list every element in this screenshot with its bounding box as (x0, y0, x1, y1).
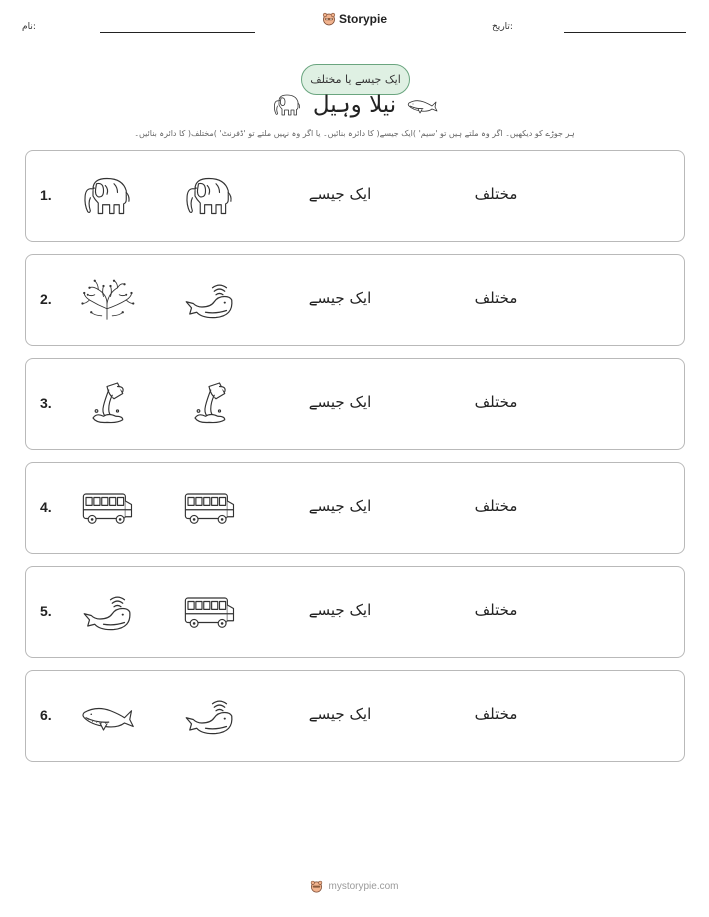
exercise-row (25, 254, 685, 346)
same-option[interactable]: ایک جیسے (308, 393, 372, 411)
row-number: 2. (40, 291, 52, 307)
same-option[interactable]: ایک جیسے (308, 601, 372, 619)
same-option[interactable]: ایک جیسے (308, 185, 372, 203)
title-row (0, 92, 709, 118)
exercise-row (25, 462, 685, 554)
same-option[interactable]: ایک جیسے (308, 289, 372, 307)
name-line[interactable] (100, 32, 255, 33)
exercise-row (25, 358, 685, 450)
exercise-row (25, 670, 685, 762)
elephant-icon (181, 171, 237, 221)
whale-spout-icon (181, 275, 237, 325)
brand-logo (322, 12, 387, 26)
row-number: 1. (40, 187, 52, 203)
different-option[interactable]: مختلف (474, 705, 518, 723)
topic-badge: ایک جیسے یا مختلف (301, 64, 410, 95)
coral-icon (79, 275, 135, 325)
footer-website: mystorypie.com (328, 881, 399, 892)
different-option[interactable]: مختلف (474, 185, 518, 203)
row-number: 3. (40, 395, 52, 411)
bus-icon (181, 587, 237, 637)
different-option[interactable]: مختلف (474, 497, 518, 515)
exercise-row (25, 566, 685, 658)
date-line[interactable] (564, 32, 686, 33)
footer (0, 880, 709, 893)
different-option[interactable]: مختلف (474, 289, 518, 307)
whale-spout-icon (79, 587, 135, 637)
bus-icon (181, 483, 237, 533)
page-title: نیلا وہیل (312, 92, 397, 118)
row-number: 6. (40, 707, 52, 723)
same-option[interactable]: ایک جیسے (308, 497, 372, 515)
row-number: 5. (40, 603, 52, 619)
same-option[interactable]: ایک جیسے (308, 705, 372, 723)
pouring-jug-icon (181, 379, 237, 429)
storypie-mascot-icon (310, 880, 323, 893)
whale-spout-icon (181, 691, 237, 741)
bus-icon (79, 483, 135, 533)
blue-whale-icon (79, 691, 135, 741)
elephant-icon (79, 171, 135, 221)
row-number: 4. (40, 499, 52, 515)
different-option[interactable]: مختلف (474, 601, 518, 619)
exercise-row (25, 150, 685, 242)
blue-whale-icon (406, 94, 438, 116)
date-label: تاریخ: (492, 22, 513, 32)
instructions: ہر جوڑے کو دیکھیں۔ اگر وہ ملتے ہیں تو 'سیم' )ایک جیسے( کا دائرہ بنائیں۔ یا اگر وہ نہیں ملتے تو 'ڈفرنٹ' )مختلف( کا دائرہ بنائیں۔ (134, 129, 575, 138)
storypie-mascot-icon (322, 12, 336, 26)
pouring-jug-icon (79, 379, 135, 429)
name-label: نام: (22, 22, 36, 32)
elephant-icon (271, 92, 303, 118)
brand-name: Storypie (339, 12, 388, 26)
different-option[interactable]: مختلف (474, 393, 518, 411)
